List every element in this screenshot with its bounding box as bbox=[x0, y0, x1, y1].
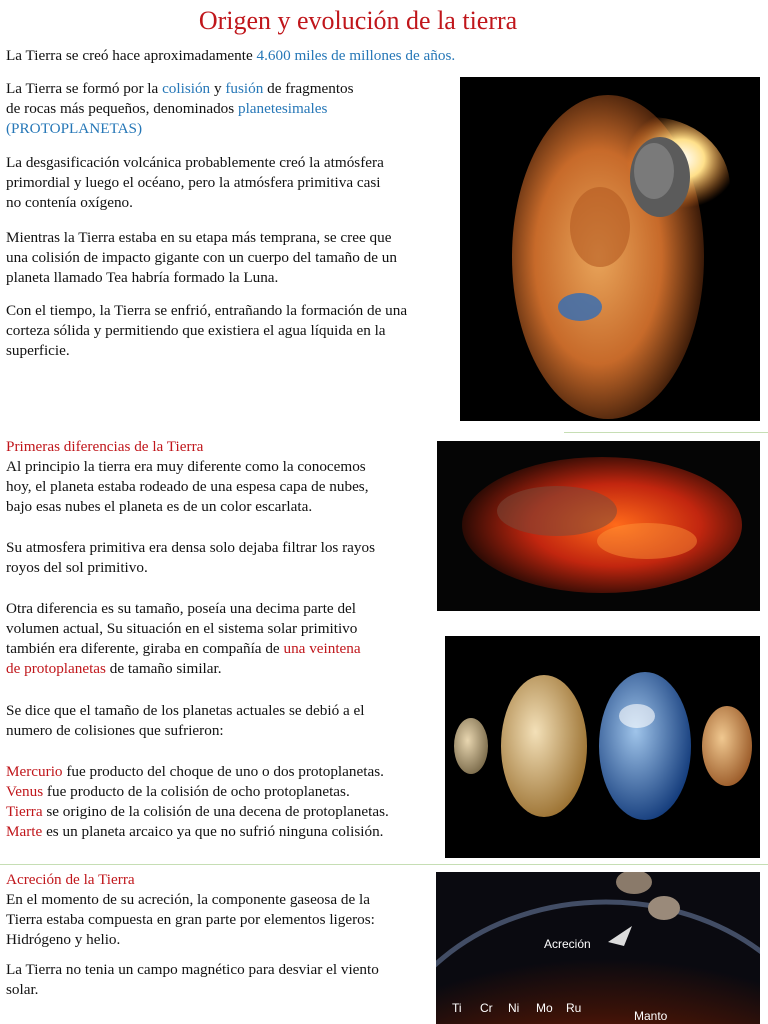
differences-line: royos del sol primitivo. bbox=[6, 559, 148, 576]
accretion-line: Tierra estaba compuesta en gran parte por elementos ligeros: bbox=[6, 911, 375, 928]
list-item bbox=[6, 802, 436, 822]
accretion-p2 bbox=[6, 960, 426, 1000]
degassing-paragraph bbox=[6, 153, 456, 213]
section-divider bbox=[564, 432, 768, 433]
element-label: Ti bbox=[452, 1001, 462, 1015]
mantle-label: Manto bbox=[634, 1009, 668, 1023]
planet-collision-list bbox=[6, 762, 436, 842]
protoplanets-red-term: de protoplanetas bbox=[6, 660, 106, 677]
twenty-term: una veintena bbox=[283, 640, 361, 657]
impact-paragraph bbox=[6, 228, 456, 288]
differences-line: volumen actual, Su situación en el sistema solar primitivo bbox=[6, 620, 358, 637]
differences-line: hoy, el planeta estaba rodeado de una espesa capa de nubes, bbox=[6, 478, 369, 495]
list-item bbox=[6, 782, 436, 802]
differences-line: bajo esas nubes el planeta es de un color escarlata. bbox=[6, 498, 313, 515]
list-item bbox=[6, 762, 436, 782]
accretion-line: La Tierra no tenia un campo magnético para desviar el viento bbox=[6, 961, 379, 978]
differences-p2 bbox=[6, 538, 426, 578]
cooling-paragraph bbox=[6, 301, 456, 361]
element-label: Ru bbox=[566, 1001, 582, 1015]
differences-p1 bbox=[6, 457, 426, 517]
and-text: y bbox=[210, 80, 226, 97]
page-title: Origen y evolución de la tierra bbox=[198, 6, 518, 35]
cooling-line: Con el tiempo, la Tierra se enfrió, entrañando la formación de una bbox=[6, 302, 408, 319]
mars-label: Marte bbox=[6, 823, 43, 840]
earth-impact-image bbox=[460, 77, 760, 421]
accretion-line: En el momento de su acreción, la componente gaseosa de la bbox=[6, 891, 370, 908]
section-divider bbox=[0, 864, 768, 865]
accretion-p1 bbox=[6, 890, 426, 950]
accretion-line: solar. bbox=[6, 981, 39, 998]
degassing-line: La desgasificación volcánica probablemente creó la atmósfera bbox=[6, 154, 384, 171]
degassing-line: no contenía oxígeno. bbox=[6, 194, 133, 211]
venus-label: Venus bbox=[6, 783, 44, 800]
element-label: Cr bbox=[480, 1001, 493, 1015]
list-item bbox=[6, 822, 436, 842]
accretion-diagram-image bbox=[436, 872, 760, 1024]
formation-line2-prefix: de rocas más pequeños, denominados bbox=[6, 100, 238, 117]
formation-text-1: La Tierra se formó por la bbox=[6, 80, 163, 97]
red-hot-earth-image bbox=[437, 441, 760, 611]
companion-text: también era diferente, giraba en compañía de bbox=[6, 640, 284, 657]
age-prefix: La Tierra se creó hace aproximadamente bbox=[6, 47, 257, 64]
formation-text-2: de fragmentos bbox=[263, 80, 354, 97]
mercury-label: Mercurio bbox=[6, 763, 63, 780]
accretion-label: Acreción bbox=[544, 937, 591, 951]
earth-label: Tierra bbox=[6, 803, 43, 820]
mars-text: es un planeta arcaico ya que no sufrió ninguna colisión. bbox=[42, 823, 384, 840]
age-value: 4.600 miles de millones de años. bbox=[256, 47, 456, 64]
differences-line: Otra diferencia es su tamaño, poseía una decima parte del bbox=[6, 600, 357, 617]
degassing-line: primordial y luego el océano, pero la atmósfera primitiva casi bbox=[6, 174, 381, 191]
differences-line: Su atmosfera primitiva era densa solo dejaba filtrar los rayos bbox=[6, 539, 376, 556]
fusion-term: fusión bbox=[225, 80, 264, 97]
differences-p4 bbox=[6, 701, 426, 741]
element-label: Ni bbox=[508, 1001, 520, 1015]
differences-p3 bbox=[6, 599, 426, 679]
venus-text: fue producto de la colisión de ocho protoplanetas. bbox=[43, 783, 350, 800]
differences-line: Al principio la tierra era muy diferente como la conocemos bbox=[6, 458, 366, 475]
element-label: Mo bbox=[536, 1001, 553, 1015]
protoplanets-term: (PROTOPLANETAS) bbox=[6, 120, 143, 137]
differences-heading: Primeras diferencias de la Tierra bbox=[6, 438, 204, 455]
accretion-heading: Acreción de la Tierra bbox=[6, 871, 135, 888]
impact-line: Mientras la Tierra estaba en su etapa más temprana, se cree que bbox=[6, 229, 392, 246]
differences-line: numero de colisiones que sufrieron: bbox=[6, 722, 224, 739]
similar-size-text: de tamaño similar. bbox=[105, 660, 222, 677]
impact-line: planeta llamado Tea habría formado la Luna. bbox=[6, 269, 279, 286]
planets-image bbox=[445, 636, 760, 858]
cooling-line: superficie. bbox=[6, 342, 70, 359]
collision-term: colisión bbox=[162, 80, 211, 97]
mercury-text: fue producto del choque de uno o dos protoplanetas. bbox=[62, 763, 384, 780]
earth-text: se origino de la colisión de una decena de protoplanetas. bbox=[42, 803, 389, 820]
formation-paragraph bbox=[6, 79, 446, 139]
planetesimals-term: planetesimales bbox=[237, 100, 328, 117]
accretion-line: Hidrógeno y helio. bbox=[6, 931, 121, 948]
age-sentence bbox=[6, 46, 455, 66]
differences-line: Se dice que el tamaño de los planetas actuales se debió a el bbox=[6, 702, 365, 719]
cooling-line: corteza sólida y permitiendo que existiera el agua líquida en la bbox=[6, 322, 386, 339]
impact-line: una colisión de impacto gigante con un cuerpo del tamaño de un bbox=[6, 249, 397, 266]
